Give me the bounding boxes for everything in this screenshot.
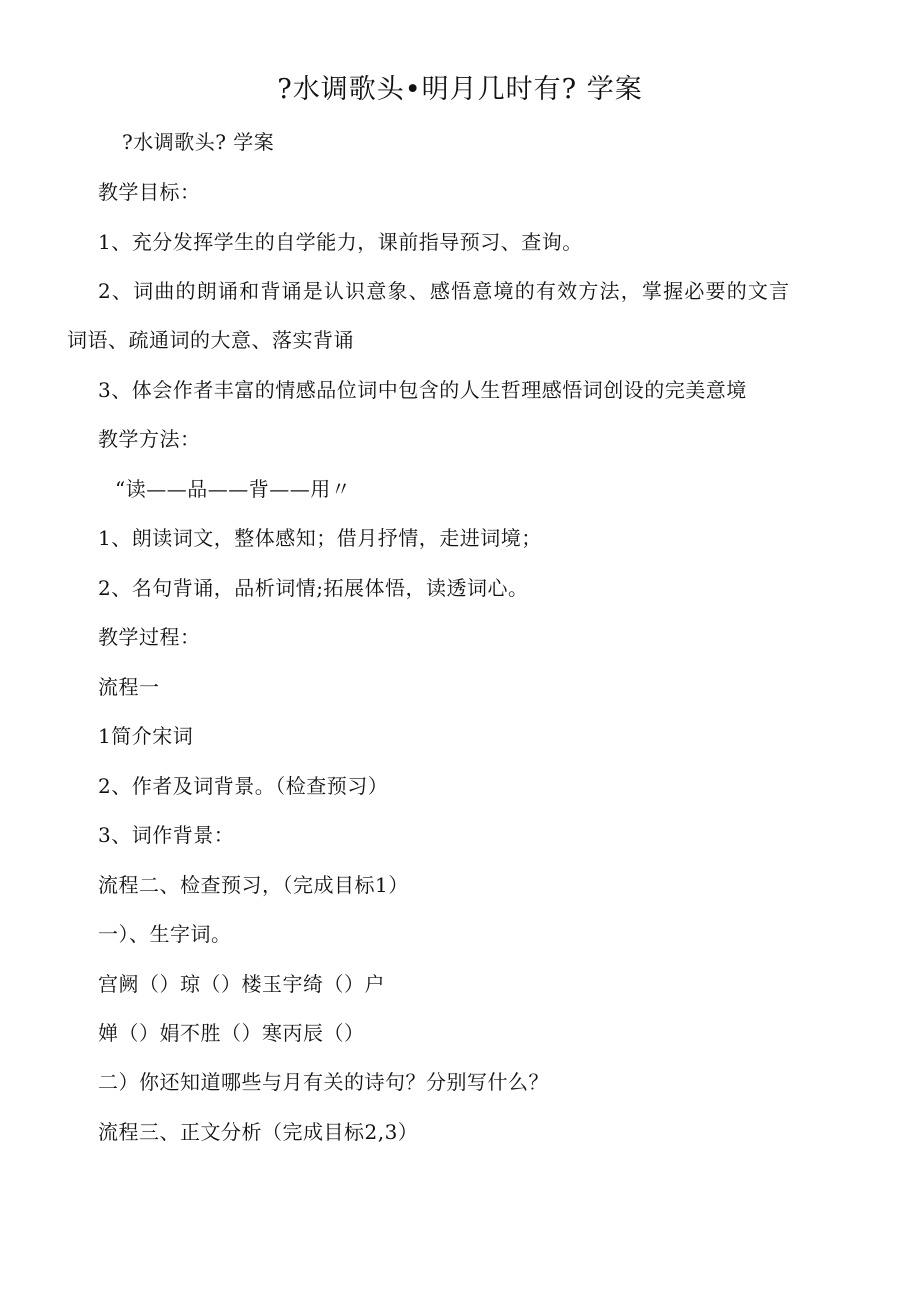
objective-item-2-continued: 词语、疏通词的大意、落实背诵: [67, 328, 354, 352]
process-step-1-heading: 流程一: [98, 675, 160, 699]
vocabulary-line-2: 婵（）娟不胜（）寒丙辰（）: [98, 1021, 365, 1045]
process-step-1-item-3: 3、词作背景：: [98, 823, 235, 847]
subtitle-line: ?水调歌头? 学案: [122, 130, 275, 154]
method-item-1: 1、朗读词文，整体感知；借月抒情，走进词境；: [98, 526, 542, 550]
section-heading-process: 教学过程：: [98, 625, 201, 649]
objective-item-2: 2、词曲的朗诵和背诵是认识意象、感悟意境的有效方法，掌握必要的文言: [98, 279, 791, 303]
vocabulary-line-1: 宫阙（）琼（）楼玉宇绮（）户: [98, 972, 385, 996]
process-step-1-item-1: 1简介宋词: [98, 724, 194, 748]
objective-item-3: 3、体会作者丰富的情感品位词中包含的人生哲理感悟词创设的完美意境: [98, 378, 747, 402]
method-slogan: “读——品——背——用〃: [115, 477, 352, 501]
method-item-2: 2、名句背诵，品析词情;拓展体悟，读透词心。: [98, 576, 529, 600]
document-title: ?水调歌头•明月几时有? 学案: [277, 74, 643, 105]
process-step-3-heading: 流程三、正文分析（完成目标2,3）: [98, 1120, 419, 1144]
vocabulary-heading: 一）、生字词。: [98, 922, 232, 946]
section-heading-objectives: 教学目标：: [98, 180, 201, 204]
process-step-1-item-2: 2、作者及词背景。（检查预习）: [98, 774, 389, 798]
objective-item-1: 1、充分发挥学生的自学能力，课前指导预习、查询。: [98, 230, 583, 254]
process-step-2-heading: 流程二、检查预习，（完成目标1）: [98, 873, 409, 897]
moon-poems-question: 二）你还知道哪些与月有关的诗句？分别写什么？: [98, 1070, 549, 1094]
section-heading-methods: 教学方法：: [98, 427, 201, 451]
